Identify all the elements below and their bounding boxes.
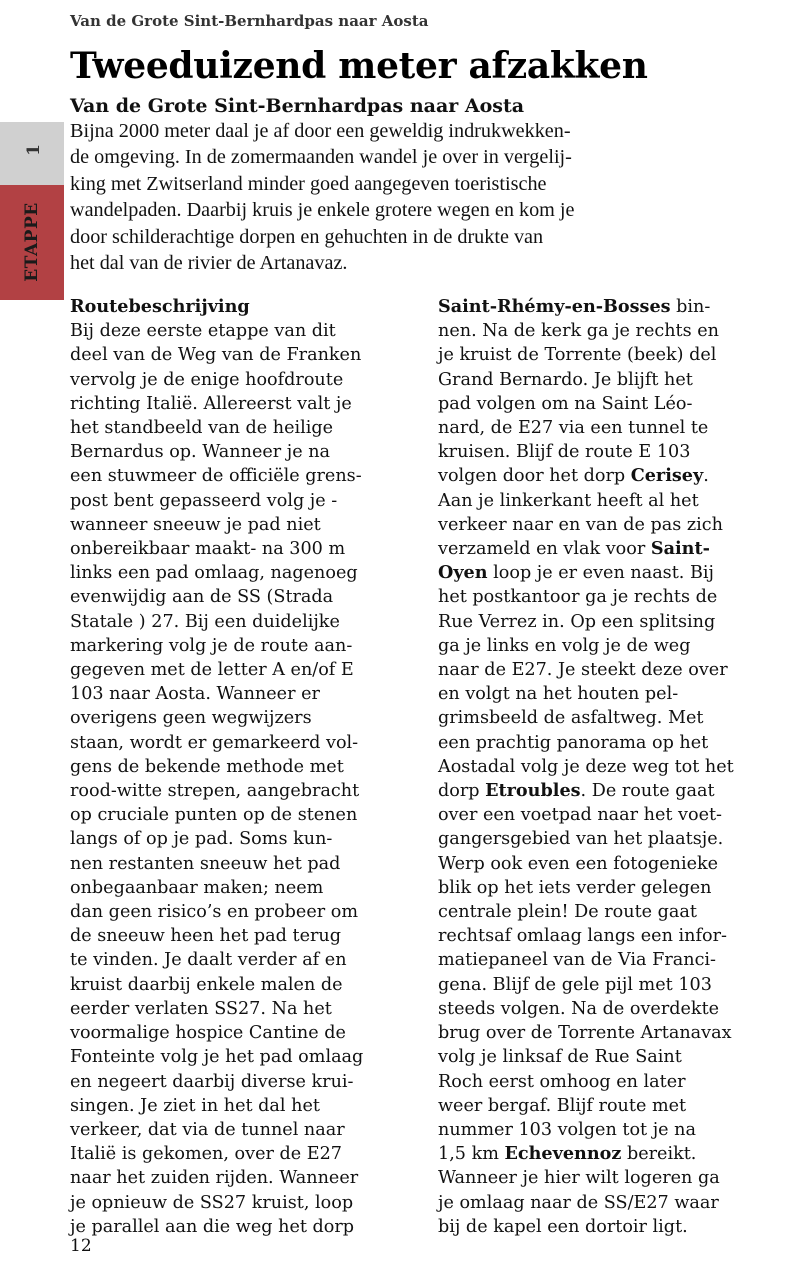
text-line: een prachtig panorama op het (438, 732, 709, 753)
text-line: onbereikbaar maakt- na 300 m (70, 539, 346, 560)
text-line: je opnieuw de SS27 kruist, loop (70, 1192, 354, 1213)
text-line: de sneeuw heen het pad terug (70, 926, 342, 947)
text-line: je kruist de Torrente (beek) del (438, 345, 717, 366)
intro-line: het dal van de rivier de Artanavaz. (70, 252, 348, 275)
stage-number-tab (0, 122, 64, 185)
text-line: voormalige hospice Cantine de (70, 1023, 346, 1044)
text-line: brug over de Torrente Artanavax (438, 1023, 732, 1044)
text-line: nard, de E27 via een tunnel te (438, 418, 709, 439)
text-line: wanneer sneeuw je pad niet (70, 514, 321, 535)
intro-line: wandelpaden. Daarbij kruis je enkele grotere wegen en kom je (70, 199, 575, 222)
page-number: 12 (70, 1236, 92, 1256)
text-line: pad volgen om na Saint Léo- (438, 393, 693, 414)
text-line: Fonteinte volg je het pad omlaag (70, 1047, 364, 1068)
text-line: Werp ook even een fotogenieke (438, 853, 719, 874)
text-line: steeds volgen. Na de overdekte (438, 998, 720, 1019)
text-line: deel van de Weg van de Franken (70, 345, 362, 366)
page-title: Tweeduizend meter afzakken (70, 45, 648, 87)
section-heading: Routebeschrijving (70, 296, 250, 317)
stage-label: ETAPPE (22, 202, 42, 282)
intro-paragraph (70, 118, 790, 276)
text-line: eerder verlaten SS27. Na het (70, 998, 332, 1019)
text-line: Bij deze eerste etappe van dit (70, 321, 336, 342)
stage-label-tab (0, 185, 64, 300)
text-line: centrale plein! De route gaat (438, 902, 697, 923)
text-line: links een pad omlaag, nagenoeg (70, 563, 358, 584)
place-name: Saint-Rhémy-en-Bosses (438, 296, 671, 317)
text-line: 103 naar Aosta. Wanneer er (70, 684, 320, 705)
text-line: Bernardus op. Wanneer je na (70, 442, 331, 463)
text-line: kruist daarbij enkele malen de (70, 974, 343, 995)
text-line: gens de bekende methode met (70, 756, 344, 777)
text-line: kruisen. Blijf de route E 103 (438, 442, 691, 463)
text-line: vervolg je de enige hoofdroute (70, 369, 344, 390)
text-line: verkeer, dat via de tunnel naar (70, 1119, 345, 1140)
stage-number: 1 (23, 144, 44, 156)
text-line: post bent gepasseerd volg je - (70, 490, 338, 511)
place-name: Cerisey (630, 465, 704, 487)
text-line: en negeert daarbij diverse krui- (70, 1071, 354, 1092)
text-line: 1,5 km Echevennoz bereikt. (438, 1143, 697, 1165)
text-line: te vinden. Je daalt verder af en (70, 950, 347, 971)
running-head: Van de Grote Sint-Bernhardpas naar Aosta (70, 12, 429, 30)
text-line: naar het zuiden rijden. Wanneer (70, 1168, 359, 1189)
text-line: Statale ) 27. Bij een duidelijke (70, 611, 340, 632)
right-column (438, 295, 793, 1239)
text-line: Italië is gekomen, over de E27 (70, 1144, 342, 1165)
text-line: een stuwmeer de officiële grens- (70, 466, 362, 487)
text-line: Wanneer je hier wilt logeren ga (438, 1168, 720, 1189)
text-line: nummer 103 volgen tot je na (438, 1119, 696, 1140)
text-line: matiepaneel van de Via Franci- (438, 950, 716, 971)
text-line: het postkantoor ga je rechts de (438, 587, 718, 608)
intro-line: Bijna 2000 meter daal je af door een geweldig indrukwekken- (70, 120, 571, 142)
text-line: volg je linksaf de Rue Saint (438, 1047, 682, 1068)
place-name: Echevennoz (504, 1143, 622, 1165)
text-line: verzameld en vlak voor Saint- (438, 538, 710, 560)
intro-line: door schilderachtige dorpen en gehuchten in de drukte van (70, 225, 544, 248)
text-line: rechtsaf omlaag langs een infor- (438, 926, 727, 947)
text-line: markering volg je de route aan- (70, 635, 353, 656)
text-line: Roch eerst omhoog en later (438, 1071, 686, 1092)
text-line: gangersgebied van het plaatsje. (438, 829, 724, 850)
text-line: bij de kapel een dortoir ligt. (438, 1216, 688, 1237)
text-line: singen. Je ziet in het dal het (70, 1095, 320, 1116)
text-line: langs of op je pad. Soms kun- (70, 829, 333, 850)
text-line: Oyen loop je er even naast. Bij (438, 562, 714, 584)
left-column (70, 295, 410, 1239)
text-line: gegeven met de letter A en/of E (70, 660, 354, 681)
text-line: je omlaag naar de SS/E27 waar (438, 1192, 719, 1213)
text-line: het standbeeld van de heilige (70, 418, 334, 439)
text-line: weer bergaf. Blijf route met (438, 1095, 687, 1116)
place-name: Saint- (650, 538, 710, 560)
text-line: op cruciale punten op de stenen (70, 805, 358, 826)
text-line: Rue Verrez in. Op een splitsing (438, 611, 716, 632)
text-line: nen. Na de kerk ga je rechts en (438, 321, 719, 342)
text-line: volgen door het dorp Cerisey. (438, 465, 709, 487)
text-line: staan, wordt er gemarkeerd vol- (70, 732, 359, 753)
text-line: gena. Blijf de gele pijl met 103 (438, 974, 712, 995)
place-name: Etroubles (485, 780, 581, 802)
text-line: naar de E27. Je steekt deze over (438, 660, 728, 681)
text-line: evenwijdig aan de SS (Strada (70, 587, 334, 608)
text-line: Aan je linkerkant heeft al het (438, 490, 699, 511)
text-line: je parallel aan die weg het dorp (70, 1216, 355, 1237)
intro-line: king met Zwitserland minder goed aangegeven toeristische (70, 172, 547, 195)
text-line: Saint-Rhémy-en-Bosses bin- (438, 296, 711, 317)
text-line: blik op het iets verder gelegen (438, 877, 712, 898)
text-line: grimsbeeld de asfaltweg. Met (438, 708, 704, 729)
text-line: ga je links en volg je de weg (438, 635, 691, 656)
text-line: overigens geen wegwijzers (70, 708, 312, 729)
text-line: Aostadal volg je deze weg tot het (438, 756, 734, 777)
text-line: en volgt na het houten pel- (438, 684, 679, 705)
left-column-text (70, 319, 410, 1239)
text-line: dorp Etroubles. De route gaat (438, 780, 715, 802)
text-line: nen restanten sneeuw het pad (70, 853, 341, 874)
text-line: onbegaanbaar maken; neem (70, 877, 324, 898)
text-line: rood-witte strepen, aangebracht (70, 781, 360, 802)
page-subtitle: Van de Grote Sint-Bernhardpas naar Aosta (70, 95, 525, 117)
text-line: Grand Bernardo. Je blijft het (438, 369, 693, 390)
text-line: over een voetpad naar het voet- (438, 805, 722, 826)
text-line: richting Italië. Allereerst valt je (70, 393, 352, 414)
place-name: Oyen (438, 562, 488, 584)
text-line: verkeer naar en van de pas zich (438, 514, 723, 535)
text-line: dan geen risico’s en probeer om (70, 902, 359, 923)
intro-line: de omgeving. In de zomermaanden wandel je over in vergelij- (70, 146, 572, 169)
